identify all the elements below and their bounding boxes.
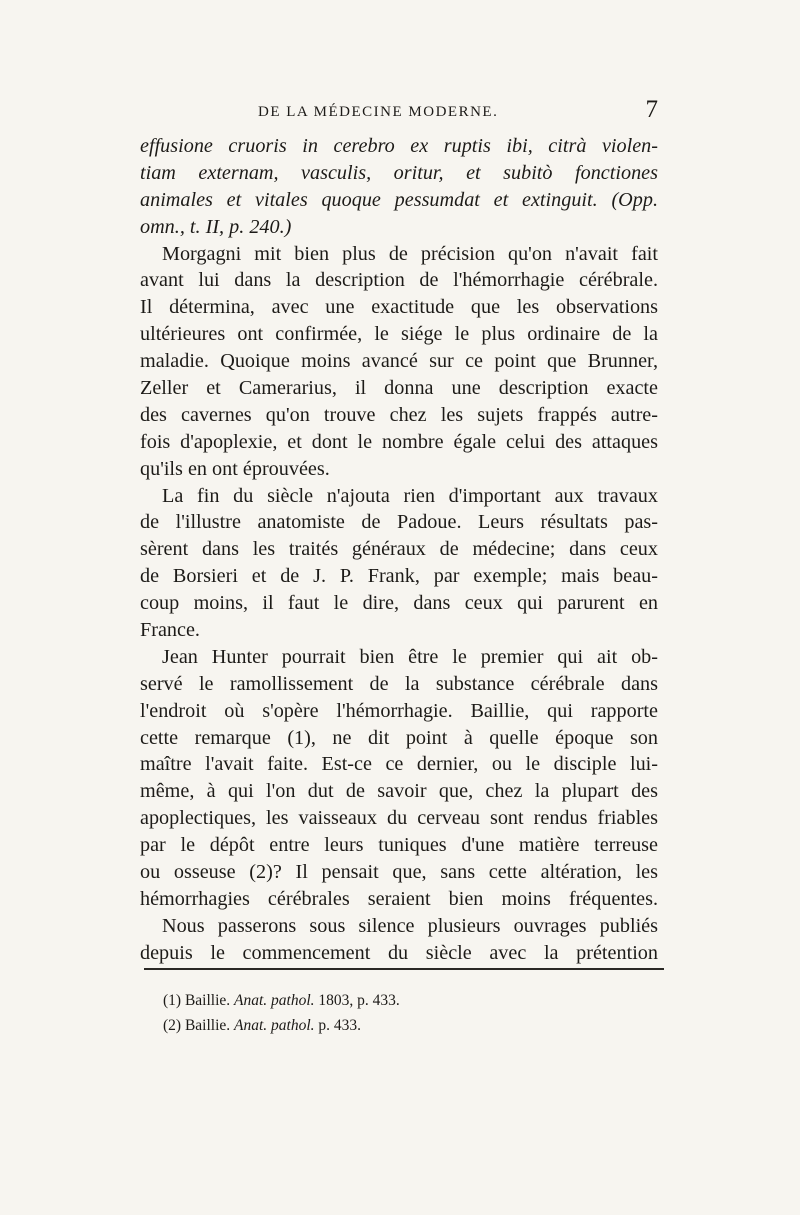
footnote-ref: 1803, p. 433.	[318, 992, 400, 1009]
text-line: Zeller et Camerarius, il donna une description exacte	[140, 377, 658, 400]
text-line: depuis le commencement du siècle avec la prétention	[140, 941, 658, 964]
running-title: DE LA MÉDECINE MODERNE.	[258, 104, 499, 120]
text-line: apoplectiques, les vaisseaux du cerveau sont rendus friables	[140, 807, 658, 830]
text-line: omn., t. II, p. 240.)	[140, 215, 292, 238]
text-line: de Borsieri et de J. P. Frank, par exemple; mais beau-	[140, 565, 658, 588]
footnote-work: Anat. pathol.	[234, 1017, 315, 1034]
text-line: La fin du siècle n'ajouta rien d'important aux travaux	[162, 484, 658, 507]
text-line: ultérieures ont confirmée, le siége le plus ordinaire de la	[140, 323, 658, 346]
text-line: servé le ramollissement de la substance cérébrale dans	[140, 672, 658, 695]
footnote	[163, 988, 400, 1013]
text-line: Morgagni mit bien plus de précision qu'on n'avait fait	[162, 242, 658, 265]
footnote-marker: (2)	[163, 1017, 182, 1034]
text-line: effusione cruoris in cerebro ex ruptis ibi, citrà violen-	[140, 135, 658, 157]
page-number: 7	[645, 96, 658, 123]
text-line: maître l'avait faite. Est-ce ce dernier, ou le disciple lui-	[140, 753, 658, 776]
text-line: tiam externam, vasculis, oritur, et subitò fonctiones	[140, 161, 658, 184]
text-line: maladie. Quoique moins avancé sur ce point que Brunner,	[140, 350, 658, 373]
text-line: Nous passerons sous silence plusieurs ouvrages publiés	[162, 914, 658, 937]
text-line: coup moins, il faut le dire, dans ceux qui parurent en	[140, 592, 658, 615]
text-line: fois d'apoplexie, et dont le nombre égale celui des attaques	[140, 430, 658, 453]
text-line: des cavernes qu'on trouve chez les sujets frappés autre-	[140, 403, 658, 426]
text-line: cette remarque (1), ne dit point à quelle époque son	[140, 726, 658, 749]
text-line: même, à qui l'on dut de savoir que, chez la plupart des	[140, 780, 658, 803]
text-line: l'endroit où s'opère l'hémorrhagie. Baillie, qui rapporte	[140, 699, 658, 722]
footnote-divider	[144, 968, 664, 970]
running-header	[140, 96, 658, 130]
text-line: Jean Hunter pourrait bien être le premier qui ait ob-	[162, 645, 658, 668]
text-line: hémorrhagies cérébrales seraient bien moins fréquentes.	[140, 887, 658, 910]
main-text	[140, 133, 658, 967]
text-line: avant lui dans la description de l'hémorrhagie cérébrale.	[140, 269, 658, 292]
footnote	[163, 1013, 400, 1038]
footnote-work: Anat. pathol.	[234, 992, 315, 1009]
text-line: animales et vitales quoque pessumdat et extinguit. (Opp.	[140, 188, 658, 211]
footnote-author: Baillie.	[184, 1017, 231, 1034]
text-line: ou osseuse (2)? Il pensait que, sans cette altération, les	[140, 861, 658, 884]
footnote-marker: (1)	[163, 992, 182, 1009]
text-line: sèrent dans les traités généraux de médecine; dans ceux	[140, 538, 658, 561]
footnote-author: Baillie.	[184, 992, 231, 1009]
text-line: Il détermina, avec une exactitude que les observations	[140, 296, 658, 319]
text-line: par le dépôt entre leurs tuniques d'une matière terreuse	[140, 834, 658, 857]
text-line: France.	[140, 619, 200, 642]
footnote-ref: p. 433.	[318, 1017, 362, 1034]
text-line: qu'ils en ont éprouvées.	[140, 457, 330, 480]
text-line: de l'illustre anatomiste de Padoue. Leurs résultats pas-	[140, 511, 658, 534]
footnotes	[163, 988, 400, 1038]
